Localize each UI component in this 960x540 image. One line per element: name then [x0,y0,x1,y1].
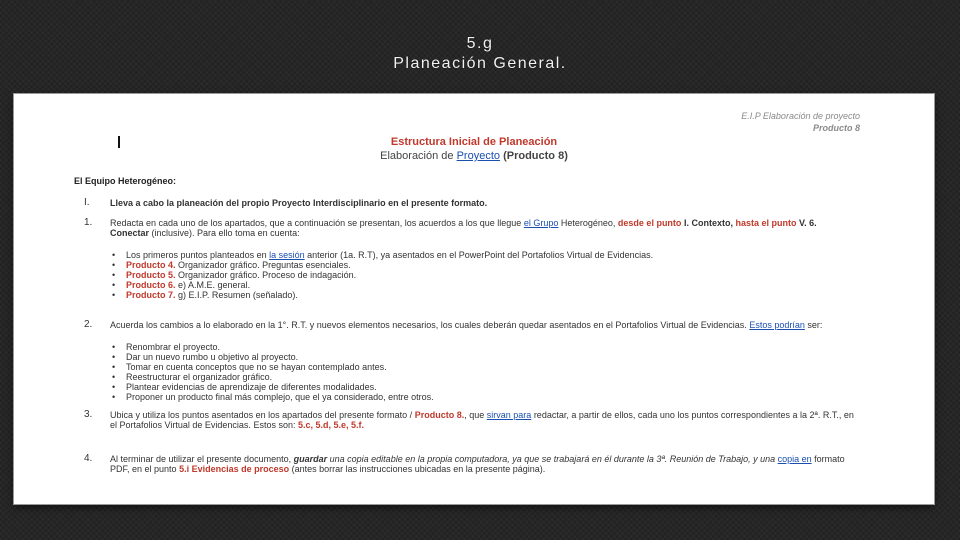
list-item: • Producto 4. Organizador gráfico. Preguntas esenciales. [110,260,858,270]
document-header-right [741,110,860,134]
list-item: • Reestructurar el organizador gráfico. [110,372,858,382]
item-3-text: Ubica y utiliza los puntos asentados en los apartados del presente formato / Producto 8., que sirvan para redactar, a partir de ellos, cada uno los puntos correspondientes a la 2ª. R.T., en el Portafolios Virtual de Evidencias. Estos son: 5.c, 5.d, 5.e, 5.f. [110,410,854,430]
item-number: 3. [84,409,93,420]
bullet-link[interactable]: la sesión [269,250,305,260]
list-item: • Renombrar el proyecto. [110,342,858,352]
item-number: 2. [84,319,93,330]
item-2-text: Acuerda los cambios a lo elaborado en la 1°. R.T. y nuevos elementos necesarios, los cuales deberán quedar asentados en el Portafolios Virtual de Evidencias. Estos podrían ser: [110,320,823,330]
slide-title [0,34,960,74]
document-subtitle: Elaboración de Proyecto (Producto 8) [380,150,568,162]
item-number: 4. [84,453,93,464]
list-item: • Producto 5. Organizador gráfico. Proceso de indagación. [110,270,858,280]
slide-heading: Planeación General. [393,55,567,72]
list-item: • Producto 7. g) E.I.P. Resumen (señalado). [110,290,858,300]
list-item: • Tomar en cuenta conceptos que no se hayan contemplado antes. [110,362,858,372]
team-heading: El Equipo Heterogéneo: [74,176,177,186]
item-1-text: Redacta en cada uno de los apartados, que a continuación se presentan, los acuerdos a los que llegue el Grupo Heterogéneo, desde el punto I. Contexto, hasta el punto V. 6. Conectar (inclusive). Para ello toma en cuenta: [110,218,817,238]
item-1-link[interactable]: el Grupo [523,218,559,228]
item-3-link[interactable]: sirvan para [486,410,532,420]
list-item: • Los primeros puntos planteados en la sesión anterior (1a. R.T), ya asentados en el PowerPoint del Portafolios Virtual de Evidencias. [110,250,858,260]
item-4-link[interactable]: copia en [777,454,812,464]
section-number: I. [84,197,90,208]
list-item: • Plantear evidencias de aprendizaje de diferentes modalidades. [110,382,858,392]
item-2-bullet-list [110,342,858,402]
subtitle-link[interactable]: Proyecto [456,150,501,162]
list-item: • Producto 6. e) A.M.E. general. [110,280,858,290]
slide-number: 5.g [466,35,494,52]
item-2-link[interactable]: Estos podrían [749,320,805,330]
list-item: • Dar un nuevo rumbo u objetivo al proyecto. [110,352,858,362]
header-right-line-1: E.I.P Elaboración de proyecto [741,111,860,121]
item-number: 1. [84,217,93,228]
section-text: Lleva a cabo la planeación del propio Proyecto Interdisciplinario en el presente formato. [110,198,488,208]
list-item: • Proponer un producto final más complejo, que el ya considerado, entre otros. [110,392,858,402]
item-4-text: Al terminar de utilizar el presente documento, guardar una copia editable en la propia computadora, ya que se trabajará en él durante la 3ª. Reunión de Trabajo, y una copia en formato PDF, en el punto 5.i Evidencias de proceso (antes borrar las instrucciones ubicadas en la presente página). [110,454,845,474]
document-title: Estructura Inicial de Planeación [390,136,558,148]
item-1-bullet-list [110,250,858,300]
document-screenshot [14,94,934,504]
header-right-line-2: Producto 8 [812,123,860,133]
